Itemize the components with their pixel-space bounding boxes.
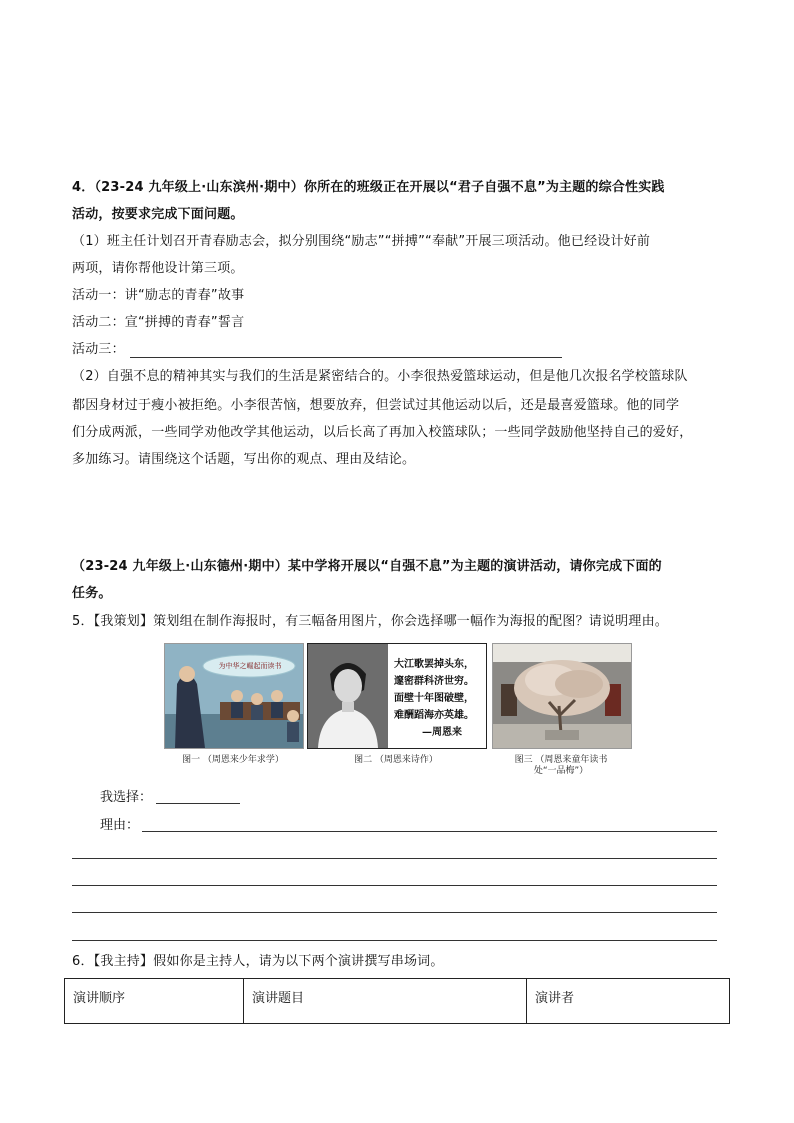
q4-part2-line-2: 都因身材过于瘦小被拒绝。小李很苦恼，想要放弃，但尝试过其他运动以后，还是最喜爱篮球。他的同学 xyxy=(72,398,680,413)
table-header-order: 演讲顺序 xyxy=(65,979,244,1024)
figure-1-banner-text: 为中华之崛起而读书 xyxy=(218,662,282,670)
q4-activity-1: 活动一：讲“励志的青春”故事 xyxy=(72,288,245,303)
figure-2-image xyxy=(307,643,487,749)
figure-1-image xyxy=(164,643,304,749)
table-header-row xyxy=(65,979,730,1024)
q4-part1-line-1: （1）班主任计划召开青春励志会，拟分别围绕“励志”“拼搏”“奉献”开展三项活动。他已经设计好前 xyxy=(72,234,651,249)
q5-reason-answer-line-3[interactable] xyxy=(72,885,717,886)
q4-activity-2: 活动二：宣“拼搏的青春”誓言 xyxy=(72,315,245,330)
figure-3-caption-line-2: 处“一品梅”） xyxy=(533,766,589,776)
figure-2-portrait xyxy=(308,644,388,748)
q4-part2-line-3: 们分成两派，一些同学劝他改学其他运动，以后长高了再加入校篮球队；一些同学鼓励他坚持自己的爱好， xyxy=(72,425,693,440)
table-header-speaker: 演讲者 xyxy=(527,979,730,1024)
q5-reason-answer-line-2[interactable] xyxy=(72,858,717,859)
poem-line-3: 面壁十年图破壁， xyxy=(394,693,474,704)
q4-activity-3-answer-line[interactable] xyxy=(130,357,562,358)
poem-line-2: 邃密群科济世穷。 xyxy=(394,676,474,687)
q5-choice-label: 我选择： xyxy=(100,790,153,805)
table-header-topic: 演讲题目 xyxy=(244,979,527,1024)
q4-part2-line-4: 多加练习。请围绕这个话题，写出你的观点、理由及结论。 xyxy=(72,452,416,467)
section-intro-line-2: 任务。 xyxy=(72,586,112,601)
poem-author: —周恩来 xyxy=(422,727,462,738)
figure-3-caption-line-1: 图三 （周恩来童年读书 xyxy=(514,755,608,765)
q4-part1-line-2: 两项，请你帮他设计第三项。 xyxy=(72,261,244,276)
figure-3-image xyxy=(492,643,632,749)
q4-part2-line-1: （2）自强不息的精神其实与我们的生活是紧密结合的。小李很热爱篮球运动，但是他几次报名学校篮球队 xyxy=(72,369,688,384)
poem-line-4: 难酬蹈海亦英雄。 xyxy=(394,710,474,721)
figure-3-courtyard xyxy=(493,644,631,748)
q5-reason-answer-line-5[interactable] xyxy=(72,940,717,941)
q5-reason-answer-line-4[interactable] xyxy=(72,912,717,913)
poem-line-1: 大江歌罢掉头东， xyxy=(394,659,474,670)
q4-title-line-1: 4．（23-24 九年级上·山东滨州·期中）你所在的班级正在开展以“君子自强不息”为主题的综合性实践 xyxy=(72,180,665,195)
section-intro-line-1: （23-24 九年级上·山东德州·期中）某中学将开展以“自强不息”为主题的演讲活动，请你完成下面的 xyxy=(72,559,662,574)
q5-question: 5．【我策划】策划组在制作海报时，有三幅备用图片，你会选择哪一幅作为海报的配图？请说明理由。 xyxy=(72,614,668,629)
figure-1-illustration xyxy=(165,644,303,748)
q6-question: 6．【我主持】假如你是主持人，请为以下两个演讲撰写串场词。 xyxy=(72,954,444,969)
q4-activity-3-label: 活动三： xyxy=(72,342,125,357)
q5-choice-answer-line[interactable] xyxy=(156,803,240,804)
figure-1-caption: 图一 （周恩来少年求学） xyxy=(182,755,284,765)
figure-2-poem xyxy=(394,656,484,741)
figure-2-caption: 图二 （周恩来诗作） xyxy=(354,755,438,765)
q4-title-line-2: 活动，按要求完成下面问题。 xyxy=(72,207,244,222)
q5-reason-label: 理由： xyxy=(100,818,140,833)
q5-reason-answer-line-1[interactable] xyxy=(142,831,717,832)
speech-order-table xyxy=(64,978,730,1024)
